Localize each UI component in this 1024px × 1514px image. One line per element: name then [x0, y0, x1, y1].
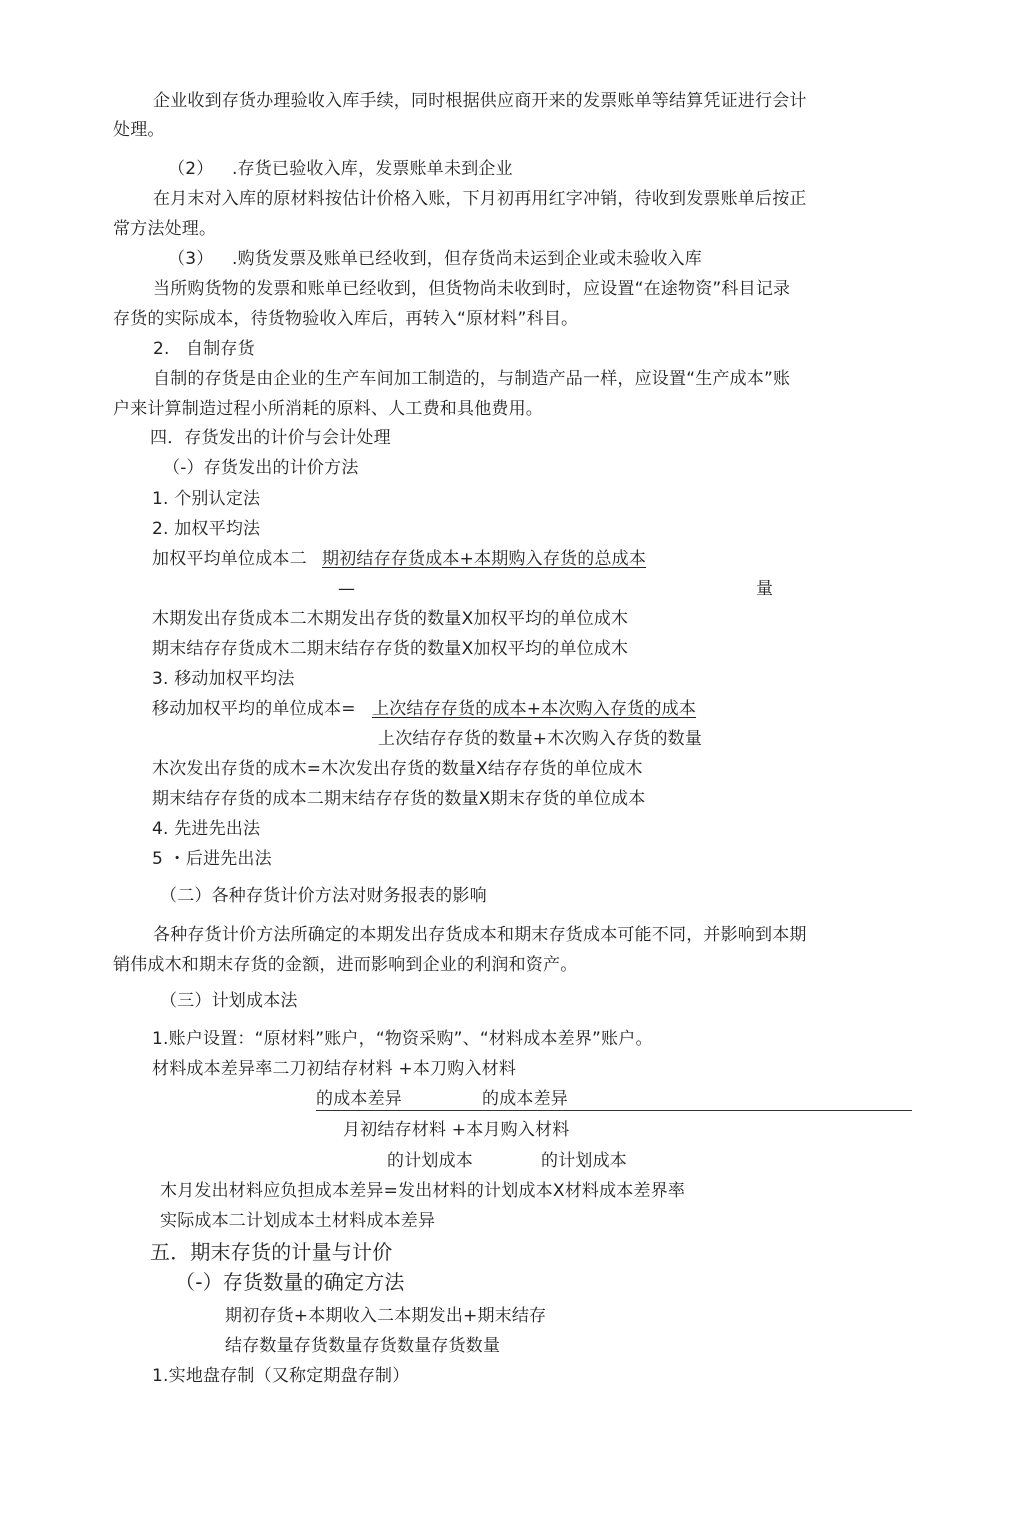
text-line: 常方法处理。: [113, 219, 217, 239]
list-item: 5 ・后进先出法: [152, 849, 272, 869]
list-item: 3. 移动加权平均法: [152, 669, 295, 689]
fraction-bar: [316, 1110, 912, 1111]
list-item: 2. 加权平均法: [152, 519, 261, 539]
list-item: 1. 个别认定法: [152, 489, 261, 509]
formula-line: 期末结存存货的成本二期末结存存货的数量X期末存货的单位成本: [152, 789, 646, 809]
formula-numerator: 上次结存存货的成本+本次购入存货的成本: [372, 699, 697, 719]
text-line: 在月末对入库的原材料按估计价格入账，下月初再用红字冲销，待收到发票账单后按正: [153, 189, 807, 209]
subheading: （三）计划成本法: [160, 991, 298, 1011]
formula-line: 结存数量存货数量存货数量存货数量: [225, 1336, 501, 1356]
text-line: 存货的实际成本，待货物验收入库后，再转入“原材料”科目。: [113, 309, 579, 329]
list-marker: （3）: [168, 249, 214, 269]
formula-denominator: 月初结存材料 +本月购入材料: [343, 1120, 570, 1140]
formula-denominator-part: 的计划成本: [541, 1151, 627, 1171]
formula-line: 木期发出存货成本二木期发出存货的数量X加权平均的单位成木: [152, 609, 629, 629]
list-marker: 2.: [153, 339, 170, 359]
formula-line: 期末结存存货成木二期末结存存货的数量X加权平均的单位成木: [152, 639, 629, 659]
subheading: （二）各种存货计价方法对财务报表的影响: [160, 886, 487, 906]
formula-numerator-part: 的成本差异: [316, 1089, 402, 1109]
text-line: 销伟成木和期末存货的金额，进而影响到企业的利润和资产。: [113, 955, 578, 975]
section-heading: 五．期末存货的计量与计价: [150, 1240, 393, 1264]
formula-line: 实际成本二计划成本土材料成本差异: [160, 1211, 436, 1231]
list-item: 1.实地盘存制（又称定期盘存制）: [152, 1366, 410, 1386]
formula-line: 期初存货+本期收入二本期发出+期末结存: [225, 1306, 547, 1326]
list-item: 1.账户设置：“原材料”账户，“物资采购”、“材料成本差界”账户。: [152, 1029, 653, 1049]
formula-denominator-fragment: 量: [756, 579, 774, 599]
text-line: 处理。: [113, 120, 165, 140]
formula-numerator: 期初结存存货成本+本期购入存货的总成本: [322, 549, 647, 569]
formula-label: 加权平均单位成本二: [152, 549, 307, 569]
subheading: 自制存货: [186, 339, 255, 359]
text-line: 各种存货计价方法所确定的本期发出存货成本和期末存货成本可能不同，并影响到本期: [153, 925, 807, 945]
list-marker: （2）: [168, 159, 214, 179]
text-line: 户来计算制造过程小所消耗的原料、人工费和具他费用。: [113, 399, 543, 419]
subheading: （-）存货发出的计价方法: [163, 458, 359, 478]
text-line: 自制的存货是由企业的生产车间加工制造的，与制造产品一样，应设置“生产成本”账: [153, 369, 791, 389]
formula-dash: —: [338, 579, 356, 599]
section-heading: 四．存货发出的计价与会计处理: [150, 428, 391, 448]
formula-label: 材料成本差异率二刀初结存材料 +本刀购入材料: [152, 1059, 517, 1079]
formula-numerator-part: 的成本差异: [482, 1089, 568, 1109]
formula-line: 木月发出材料应负担成本差异=发出材料的计划成本X材料成本差界率: [160, 1181, 686, 1201]
subheading: .存货已验收入库，发票账单未到企业: [232, 159, 513, 179]
text-line: 企业收到存货办理验收入库手续，同时根据供应商开来的发票账单等结算凭证进行会计: [153, 91, 807, 111]
text-line: 当所购货物的发票和账单已经收到，但货物尚未收到时，应设置“在途物资”科目记录: [153, 279, 791, 299]
formula-denominator-part: 的计划成本: [387, 1151, 473, 1171]
formula-denominator: 上次结存存货的数量+木次购入存货的数量: [378, 729, 703, 749]
list-item: 4. 先进先出法: [152, 819, 261, 839]
formula-line: 木次发出存货的成木=木次发出存货的数量X结存存货的单位成木: [152, 759, 643, 779]
subheading: .购货发票及账单已经收到，但存货尚未运到企业或未验收入库: [232, 249, 703, 269]
subheading: （-）存货数量的确定方法: [175, 1270, 405, 1294]
formula-label: 移动加权平均的单位成本=: [152, 699, 356, 719]
